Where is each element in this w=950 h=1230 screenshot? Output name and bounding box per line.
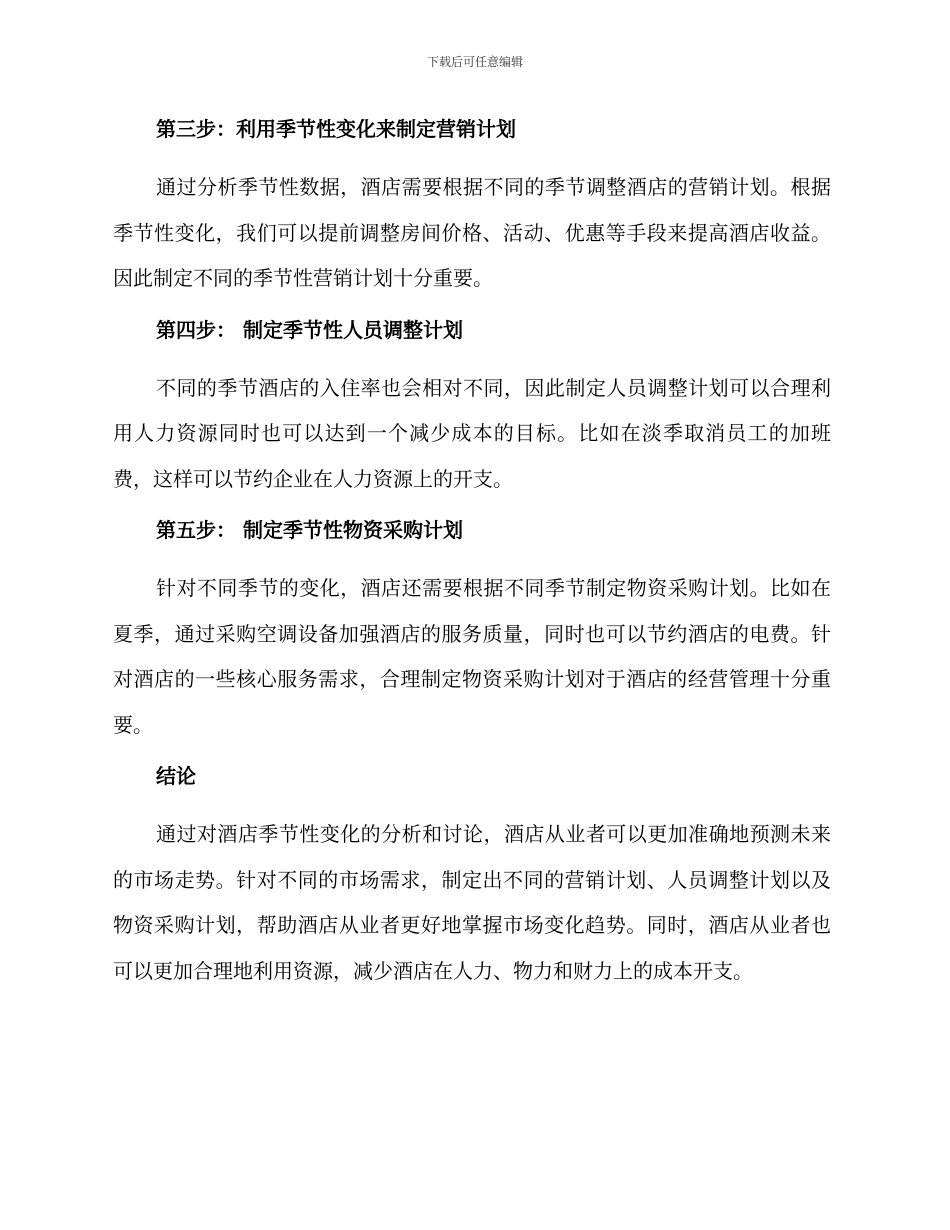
section-paragraph: 通过对酒店季节性变化的分析和讨论，酒店从业者可以更加准确地预测未来的市场走势。针对不同的市场需求，制定出不同的营销计划、人员调整计划以及物资采购计划，帮助酒店从业者更好地掌握市场变化趋势。同时，酒店从业者也可以更加合理地利用资源，减少酒店在人力、物力和财力上的成本开支。 [113,822,831,983]
section-heading: 第五步： 制定季节性物资采购计划 [156,518,463,542]
section-paragraph: 针对不同季节的变化，酒店还需要根据不同季节制定物资采购计划。比如在夏季，通过采购空调设备加强酒店的服务质量，同时也可以节约酒店的电费。针对酒店的一些核心服务需求，合理制定物资采购计划对于酒店的经营管理十分重要。 [113,576,831,737]
page-header: 下载后可任意编辑 [426,55,523,69]
section-step-three [113,112,831,302]
section-heading: 第三步：利用季节性变化来制定营销计划 [156,117,516,141]
section-paragraph: 不同的季节酒店的入住率也会相对不同，因此制定人员调整计划可以合理利用人力资源同时也可以达到一个减少成本的目标。比如在淡季取消员工的加班费，这样可以节约企业在人力资源上的开支。 [113,375,831,491]
section-step-five [113,513,831,748]
section-heading: 结论 [156,764,196,788]
section-heading: 第四步： 制定季节性人员调整计划 [156,317,463,342]
section-paragraph: 通过分析季节性数据，酒店需要根据不同的季节调整酒店的营销计划。根据季节性变化，我们可以提前调整房间价格、活动、优惠等手段来提高酒店收益。因此制定不同的季节性营销计划十分重要。 [113,175,831,290]
section-conclusion [113,759,831,994]
document-body [113,112,831,1005]
section-step-four [113,313,831,503]
